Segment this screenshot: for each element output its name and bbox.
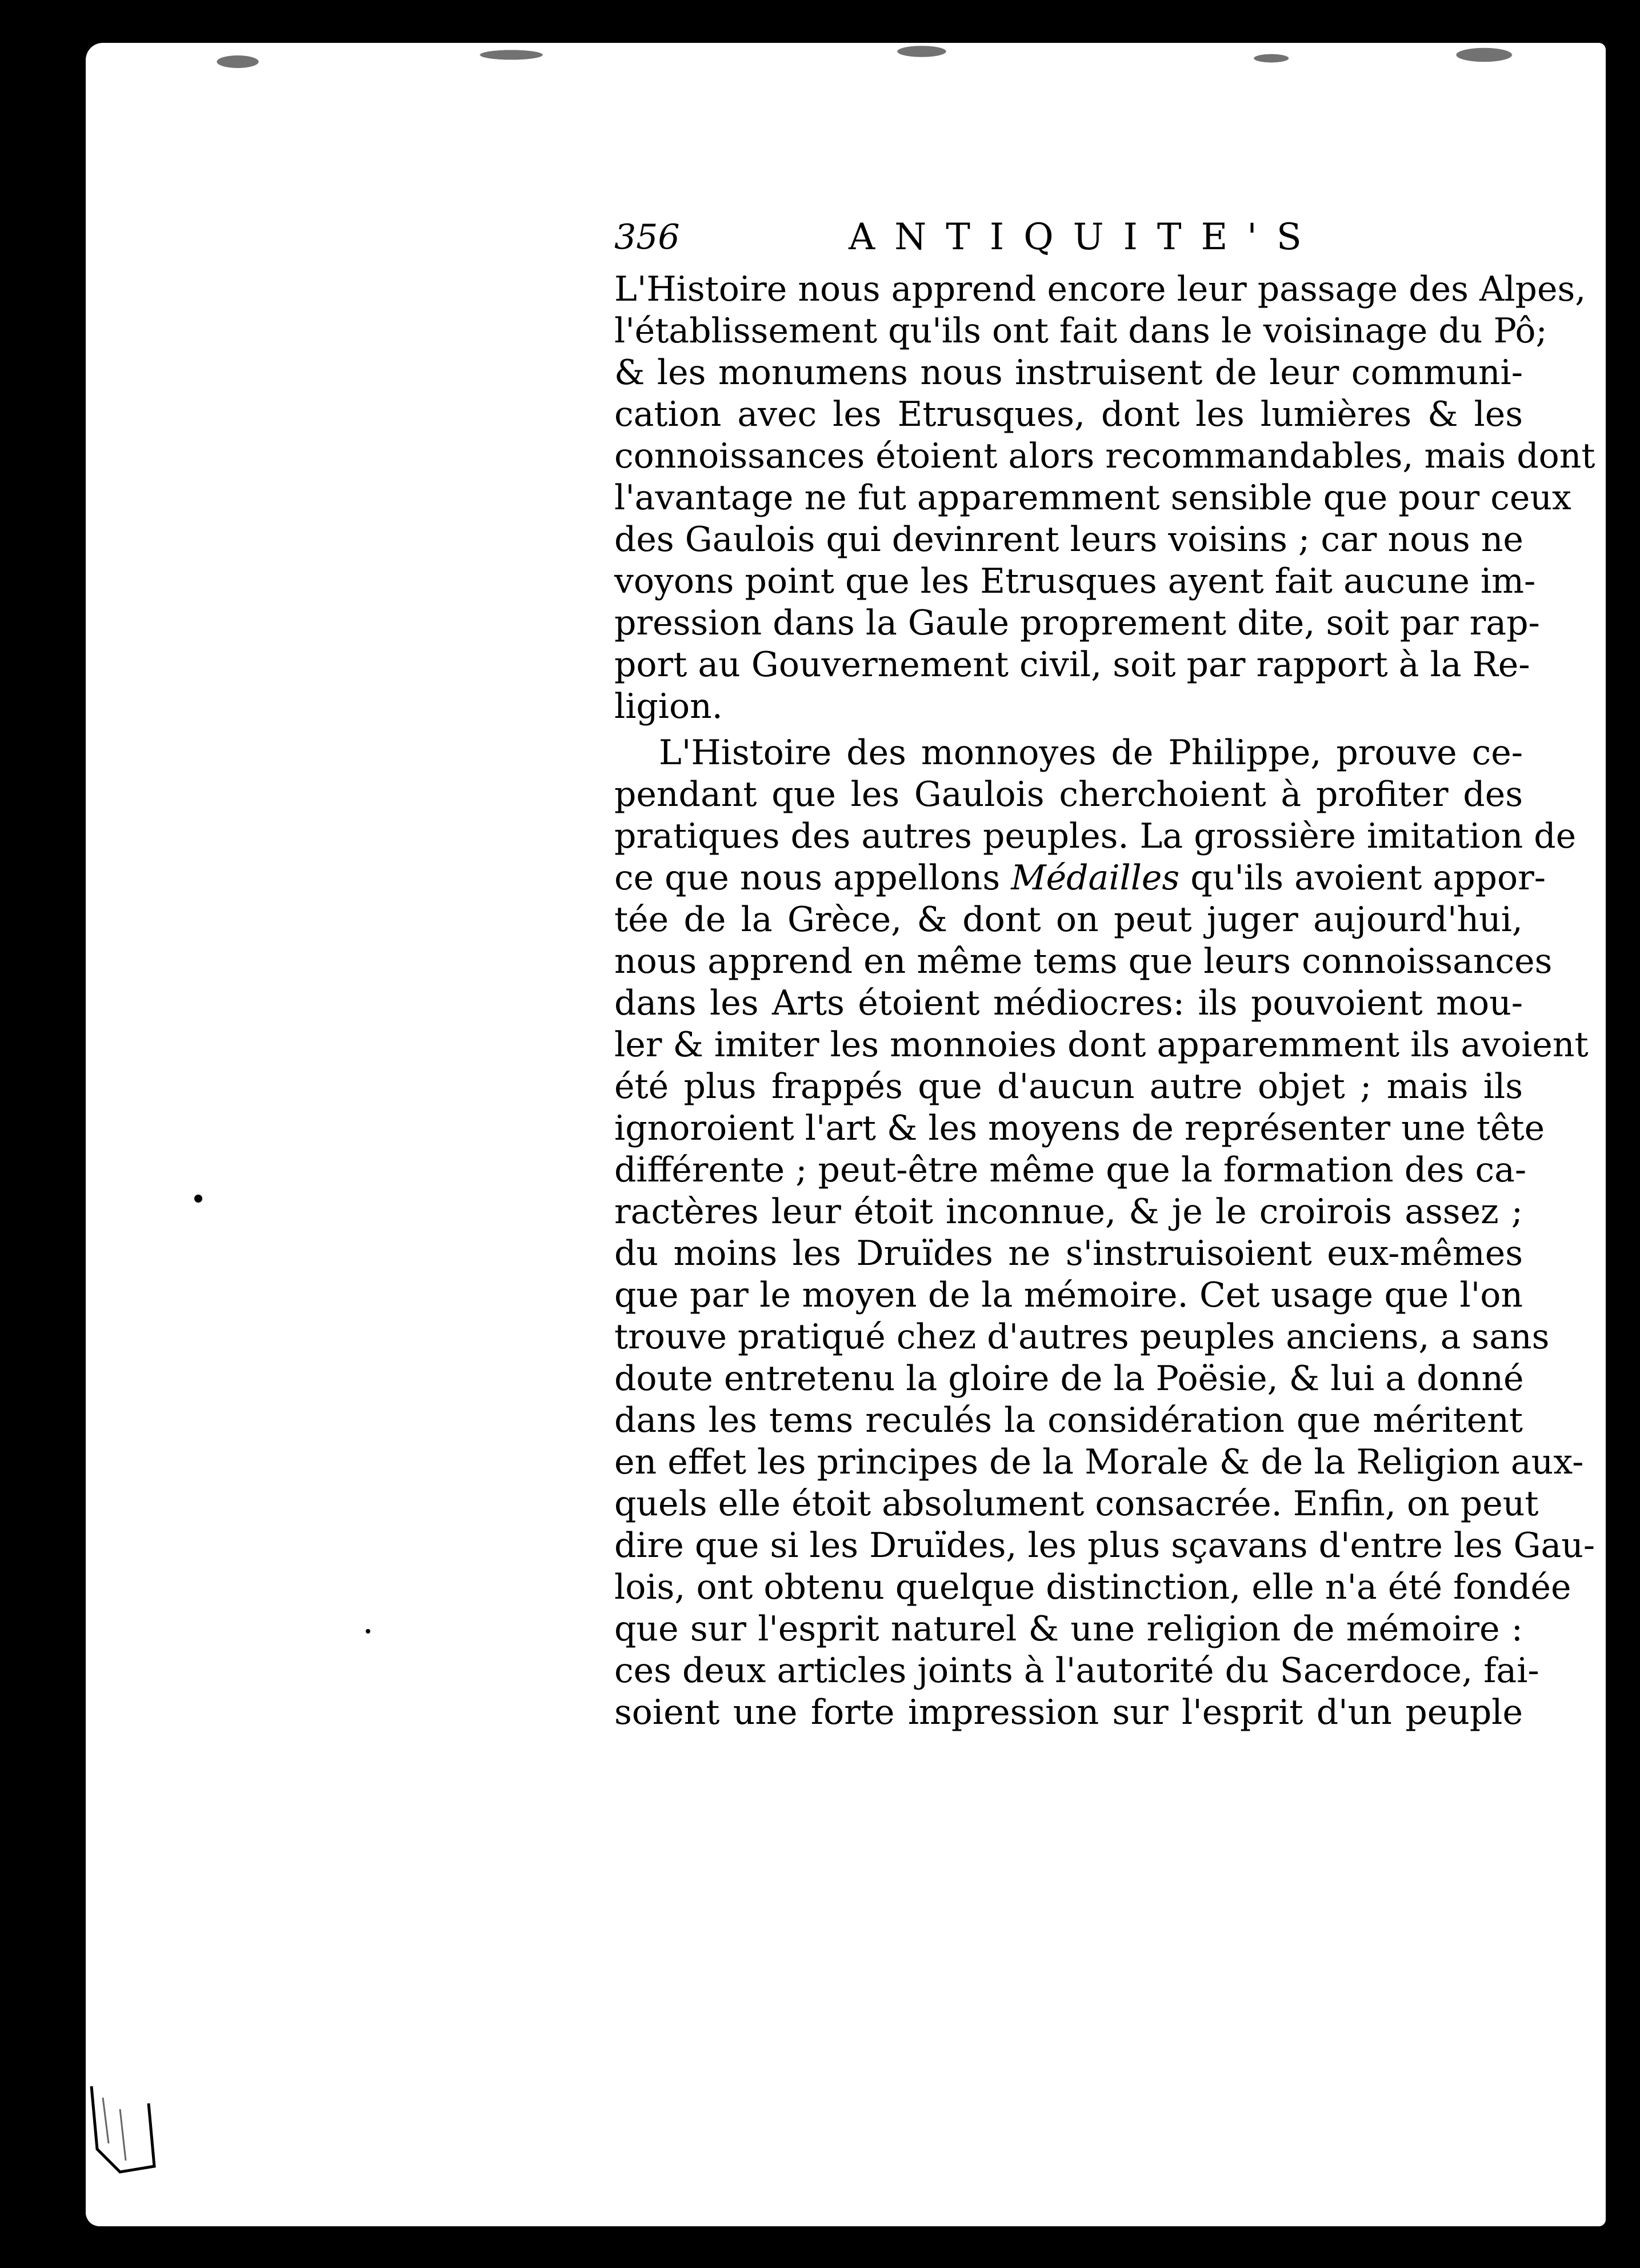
- text-line: trouve pratiqué chez d'autres peuples anciens, a sans: [614, 1317, 1550, 1357]
- stray-ink-dot: [366, 1629, 370, 1634]
- text-line: soient une forte impression sur l'esprit d'un peuple: [614, 1692, 1523, 1732]
- text-line: que sur l'esprit naturel & une religion de mémoire :: [614, 1609, 1523, 1649]
- text-line: L'Histoire nous apprend encore leur passage des Alpes,: [614, 269, 1586, 309]
- text-line: l'établissement qu'ils ont fait dans le voisinage du Pô;: [614, 311, 1547, 351]
- text-line: du moins les Druïdes ne s'instruisoient eux-mêmes: [614, 1233, 1523, 1273]
- text-line: doute entretenu la gloire de la Poësie, & lui a donné: [614, 1359, 1524, 1399]
- paragraph-1: [614, 269, 1595, 728]
- text-line: dans les Arts étoient médiocres: ils pouvoient mou-: [614, 983, 1523, 1023]
- text-line: pendant que les Gaulois cherchoient à profiter des: [614, 774, 1523, 814]
- page-number: 356: [614, 217, 680, 257]
- running-title: ANTIQUITE'S: [849, 216, 1321, 258]
- text-line: ler & imiter les monnoies dont apparemment ils avoient: [614, 1025, 1589, 1065]
- text-line: L'Histoire des monnoyes de Philippe, prouve ce-: [659, 733, 1523, 773]
- scan-edge-noise: [86, 34, 1606, 103]
- text-line: pression dans la Gaule proprement dite, soit par rap-: [614, 603, 1540, 643]
- text-line: cation avec les Etrusques, dont les lumières & les: [614, 394, 1523, 434]
- text-line: tée de la Grèce, & dont on peut juger aujourd'hui,: [614, 900, 1523, 940]
- paragraph-2: [614, 732, 1595, 1734]
- text-line: ce que nous appellons Médailles qu'ils avoient appor-: [614, 858, 1546, 898]
- corner-scan-mark: [86, 2081, 160, 2178]
- text-line: voyons point que les Etrusques ayent fait aucune im-: [614, 561, 1536, 601]
- text-line: différente ; peut-être même que la formation des ca-: [614, 1150, 1527, 1190]
- paragraph-break: [614, 728, 1523, 732]
- text-line: été plus frappés que d'aucun autre objet ; mais ils: [614, 1067, 1523, 1107]
- text-line: nous apprend en même tems que leurs connoissances: [614, 941, 1553, 981]
- text-line: pratiques des autres peuples. La grossière imitation de: [614, 816, 1577, 856]
- text-line: des Gaulois qui devinrent leurs voisins ; car nous ne: [614, 520, 1523, 560]
- text-line: quels elle étoit absolument consacrée. Enfin, on peut: [614, 1484, 1539, 1524]
- text-line: en effet les principes de la Morale & de la Religion aux-: [614, 1442, 1584, 1482]
- text-line: lois, ont obtenu quelque distinction, elle n'a été fondée: [614, 1567, 1571, 1607]
- running-head: [614, 206, 1523, 269]
- text-line: ces deux articles joints à l'autorité du Sacerdoce, fai-: [614, 1651, 1539, 1691]
- page-text: [614, 206, 1595, 1734]
- text-line: l'avantage ne fut apparemment sensible que pour ceux: [614, 478, 1571, 518]
- text-line: que par le moyen de la mémoire. Cet usage que l'on: [614, 1275, 1523, 1315]
- text-line: ractères leur étoit inconnue, & je le croirois assez ;: [614, 1192, 1523, 1232]
- stray-ink-dot: [194, 1195, 202, 1203]
- text-line: port au Gouvernement civil, soit par rapport à la Re-: [614, 645, 1530, 685]
- text-line: connoissances étoient alors recommandables, mais dont: [614, 436, 1595, 476]
- text-line: ligion.: [614, 686, 723, 726]
- text-line: & les monumens nous instruisent de leur communi-: [614, 353, 1523, 393]
- text-line: ignoroient l'art & les moyens de représenter une tête: [614, 1108, 1545, 1148]
- text-line: dire que si les Druïdes, les plus sçavans d'entre les Gau-: [614, 1526, 1595, 1566]
- text-line: dans les tems reculés la considération que méritent: [614, 1400, 1523, 1440]
